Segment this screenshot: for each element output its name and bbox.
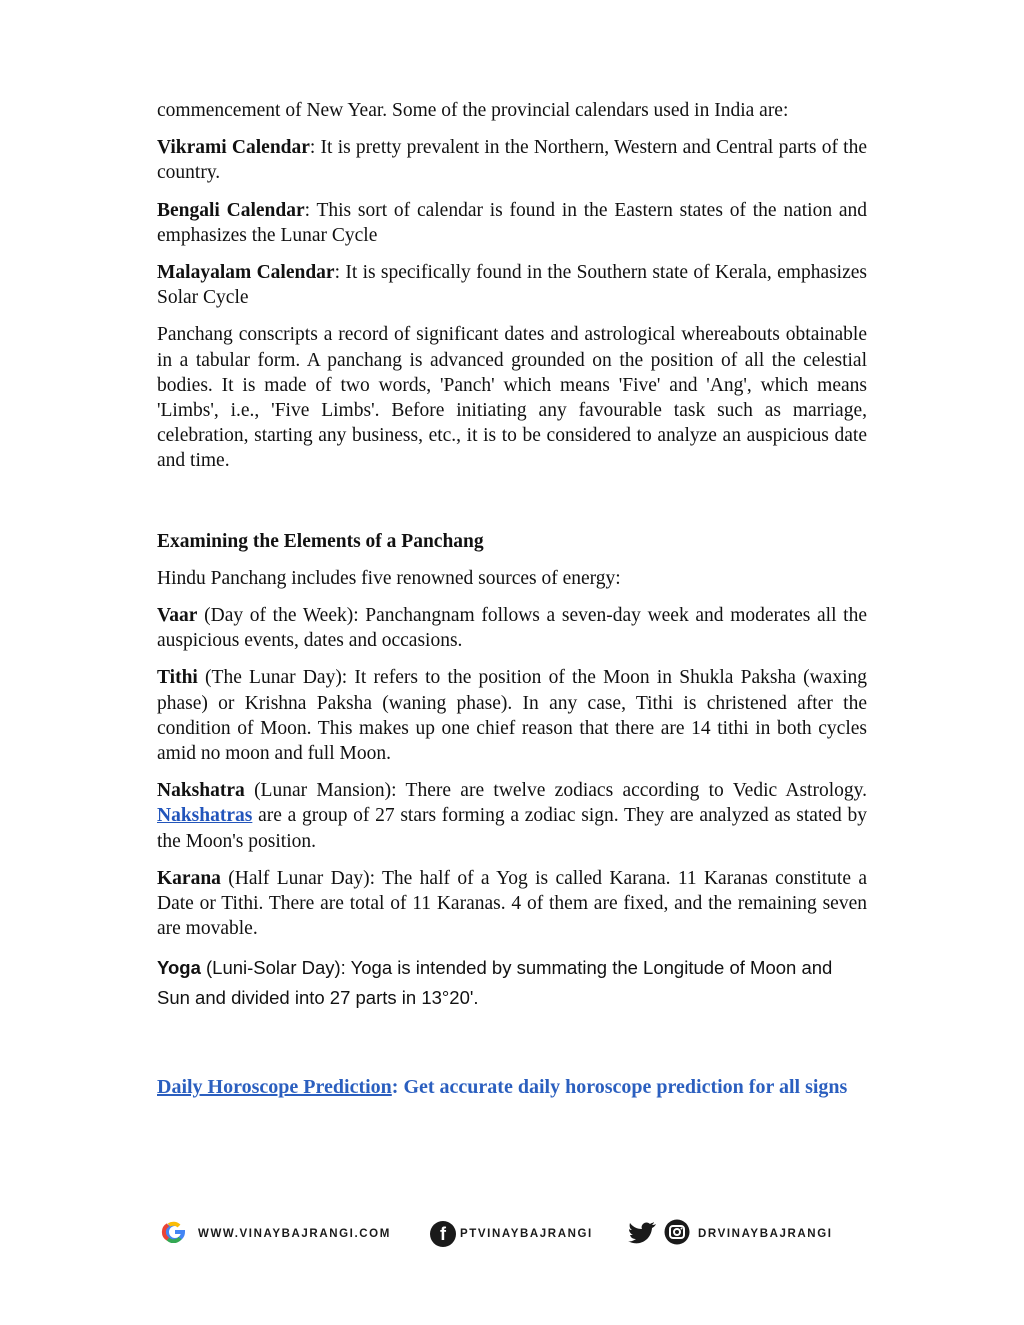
facebook-icon: f: [430, 1221, 456, 1247]
nakshatra-term: Nakshatra: [157, 780, 245, 802]
vikrami-paragraph: [157, 135, 867, 185]
vaar-term: Vaar: [157, 605, 198, 627]
footer-facebook[interactable]: [430, 1220, 593, 1248]
vikrami-text: : It is pretty prevalent in the Northern, Western and Central parts of the country.: [157, 137, 867, 184]
nakshatra-paragraph: [157, 778, 867, 854]
website-text: WWW.VINAYBAJRANGI.COM: [198, 1228, 391, 1240]
yoga-paragraph: [157, 953, 867, 1013]
section-heading: Examining the Elements of a Panchang: [157, 530, 484, 552]
malayalam-paragraph: [157, 260, 867, 310]
google-icon: [158, 1221, 192, 1248]
nakshatra-text-b: are a group of 27 stars forming a zodiac sign. They are analyzed as stated by the Moon's position.: [157, 805, 867, 852]
daily-horoscope-link[interactable]: Daily Horoscope Prediction: [157, 1076, 392, 1099]
bengali-text: : This sort of calendar is found in the Eastern states of the nation and emphasizes the Lunar Cycle: [157, 199, 867, 246]
bengali-paragraph: [157, 198, 867, 248]
promo-line: [157, 1075, 867, 1100]
promo-text: : Get accurate daily horoscope prediction for all signs: [391, 1076, 848, 1099]
document-page: [157, 98, 867, 1100]
twitter-icon: [626, 1219, 658, 1250]
tithi-text: (The Lunar Day): It refers to the position of the Moon in Shukla Paksha (waxing phase) or Krishna Paksha (waning phase). In any case, Tithi is christened after the condition of Moon. This makes up one chief reason that there are 14 tithi in both cycles amid no moon and full Moon.: [157, 667, 867, 765]
section-intro: Hindu Panchang includes five renowned sources of energy:: [157, 567, 621, 589]
nakshatras-link[interactable]: Nakshatras: [157, 805, 253, 827]
tithi-term: Tithi: [157, 667, 198, 689]
karana-text: (Half Lunar Day): The half of a Yog is called Karana. 11 Karanas constitute a Date or Tithi. There are total of 11 Karanas. 4 of them are fixed, and the remaining seven are movable.: [157, 867, 867, 940]
instagram-icon: [662, 1219, 692, 1250]
tithi-paragraph: [157, 665, 867, 766]
yoga-term: Yoga: [157, 957, 201, 979]
page-footer: [158, 1220, 858, 1250]
vikrami-term: Vikrami Calendar: [157, 137, 310, 159]
karana-term: Karana: [157, 867, 221, 889]
yoga-text: (Luni-Solar Day): Yoga is intended by summating the Longitude of Moon and Sun and divided into 27 parts in 13°20'.: [157, 957, 833, 1009]
facebook-text: PTVINAYBAJRANGI: [460, 1228, 593, 1240]
footer-website[interactable]: [158, 1220, 391, 1248]
malayalam-text: : It is specifically found in the Southern state of Kerala, emphasizes Solar Cycle: [157, 262, 868, 309]
karana-paragraph: [157, 866, 867, 942]
vaar-paragraph: [157, 603, 867, 653]
intro-paragraph: commencement of New Year. Some of the provincial calendars used in India are:: [157, 100, 789, 121]
panchang-paragraph: Panchang conscripts a record of significant dates and astrological whereabouts obtainable in a tabular form. A panchang is advanced grounded on the position of all the celestial bodies. It is made of two words, 'Panch' which means 'Five' and 'Ang', which means 'Limbs', i.e., 'Five Limbs'. Before initiating any favourable task such as marriage, celebration, starting any business, etc., it is to be considered to analyze an auspicious date and time.: [157, 324, 867, 472]
footer-social[interactable]: [626, 1220, 833, 1248]
handle-text: DRVINAYBAJRANGI: [698, 1228, 833, 1240]
nakshatra-text-a: (Lunar Mansion): There are twelve zodiacs according to Vedic Astrology.: [244, 780, 867, 802]
bengali-term: Bengali Calendar: [157, 199, 305, 221]
malayalam-term: Malayalam Calendar: [157, 262, 335, 284]
vaar-text: (Day of the Week): Panchangnam follows a seven-day week and moderates all the auspicious events, dates and occasions.: [157, 605, 867, 652]
